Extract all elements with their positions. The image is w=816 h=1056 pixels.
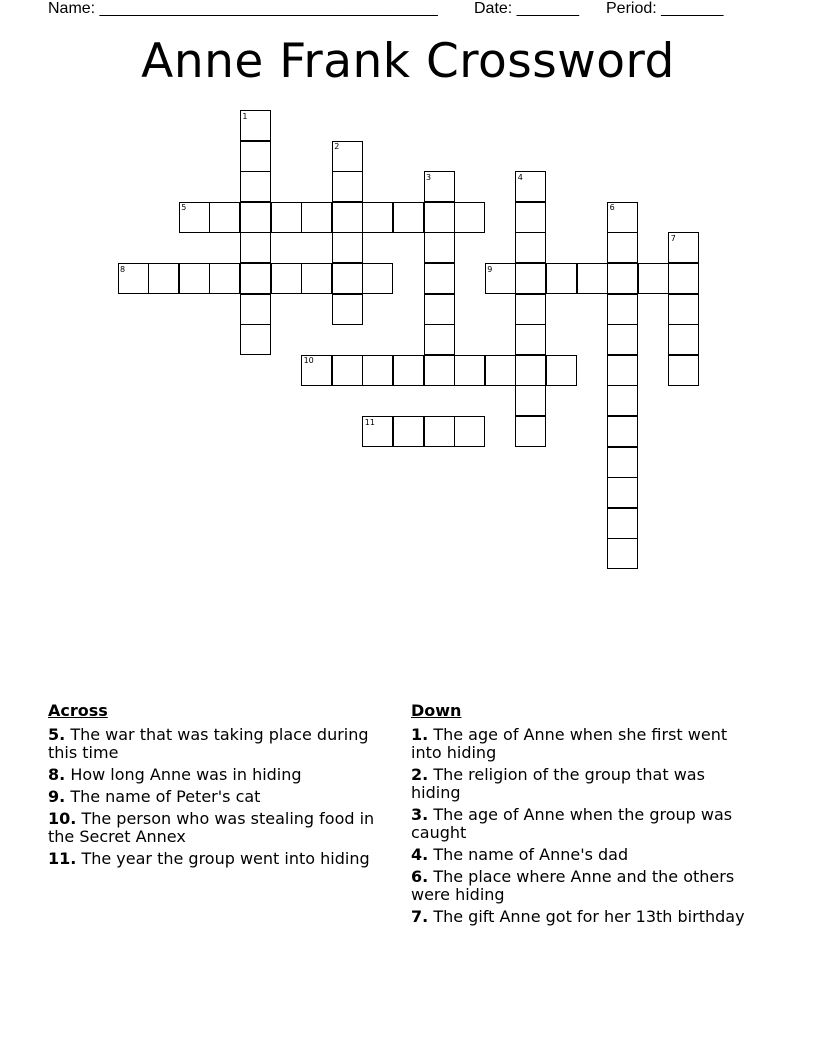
grid-cell[interactable]	[638, 263, 669, 294]
grid-cell[interactable]	[362, 202, 393, 233]
down-clue-1	[411, 726, 756, 762]
clue-text: The war that was taking place during this time	[48, 725, 369, 762]
clue-number-label: 2	[334, 142, 340, 152]
grid-cell[interactable]	[515, 294, 546, 325]
grid-cell[interactable]	[454, 202, 485, 233]
grid-cell[interactable]	[515, 385, 546, 416]
down-clue-6	[411, 868, 756, 904]
clue-text: The age of Anne when she first went into hiding	[411, 725, 728, 762]
grid-cell[interactable]	[240, 324, 271, 355]
clue-number-label: 3	[426, 172, 432, 182]
clue-number-label: 1	[242, 111, 248, 121]
grid-cell[interactable]	[546, 355, 577, 386]
grid-cell[interactable]	[485, 355, 516, 386]
grid-cell[interactable]	[332, 263, 363, 294]
clue-number: 7.	[411, 907, 429, 926]
grid-cell[interactable]	[332, 202, 363, 233]
clue-text: The name of Peter's cat	[70, 787, 261, 806]
grid-cell[interactable]	[454, 416, 485, 447]
grid-cell[interactable]	[332, 232, 363, 263]
grid-cell[interactable]	[179, 263, 210, 294]
clue-number-label: 11	[364, 417, 375, 427]
grid-cell[interactable]	[668, 294, 699, 325]
clue-text: The place where Anne and the others were hiding	[411, 867, 735, 904]
grid-cell[interactable]	[607, 508, 638, 539]
grid-cell[interactable]	[515, 416, 546, 447]
down-clue-2	[411, 766, 756, 802]
clue-number: 2.	[411, 765, 429, 784]
grid-cell[interactable]	[515, 202, 546, 233]
grid-cell[interactable]	[301, 263, 332, 294]
grid-cell[interactable]	[240, 141, 271, 172]
across-clue-5	[48, 726, 393, 762]
grid-cell[interactable]	[424, 294, 455, 325]
grid-cell[interactable]	[607, 324, 638, 355]
grid-cell[interactable]	[668, 355, 699, 386]
down-clue-4	[411, 846, 756, 864]
grid-cell[interactable]	[240, 202, 271, 233]
grid-cell[interactable]	[393, 202, 424, 233]
grid-cell[interactable]	[240, 171, 271, 202]
clue-number: 11.	[48, 849, 77, 868]
clue-number: 4.	[411, 845, 429, 864]
grid-cell[interactable]	[332, 171, 363, 202]
clue-text: The age of Anne when the group was caught	[411, 805, 733, 842]
clue-number: 8.	[48, 765, 66, 784]
clue-number: 5.	[48, 725, 66, 744]
clue-number-label: 5	[181, 203, 187, 213]
clue-number: 9.	[48, 787, 66, 806]
grid-cell[interactable]	[607, 538, 638, 569]
grid-cell[interactable]	[515, 232, 546, 263]
clue-number-label: 10	[303, 356, 314, 366]
grid-cell[interactable]	[240, 263, 271, 294]
grid-cell[interactable]	[271, 202, 302, 233]
grid-cell[interactable]	[301, 202, 332, 233]
clue-number-label: 7	[670, 233, 676, 243]
grid-cell[interactable]	[515, 355, 546, 386]
clue-number-label: 4	[517, 172, 523, 182]
grid-cell[interactable]	[607, 263, 638, 294]
grid-cell[interactable]	[424, 355, 455, 386]
grid-cell[interactable]	[424, 416, 455, 447]
grid-cell[interactable]	[332, 355, 363, 386]
grid-cell[interactable]	[362, 263, 393, 294]
grid-cell[interactable]	[607, 447, 638, 478]
grid-cell[interactable]	[607, 355, 638, 386]
clue-text: The name of Anne's dad	[433, 845, 629, 864]
down-heading: Down	[411, 701, 462, 720]
grid-cell[interactable]	[209, 202, 240, 233]
grid-cell[interactable]	[148, 263, 179, 294]
grid-cell[interactable]	[424, 263, 455, 294]
period-field-label: Period: _______	[606, 0, 724, 17]
across-clue-9	[48, 788, 393, 806]
across-clue-8	[48, 766, 393, 784]
clue-number: 10.	[48, 809, 77, 828]
clue-number-label: 9	[487, 264, 493, 274]
across-clue-10	[48, 810, 393, 846]
down-clue-3	[411, 806, 756, 842]
clue-text: The year the group went into hiding	[81, 849, 370, 868]
grid-cell[interactable]	[515, 263, 546, 294]
clue-number-label: 6	[609, 203, 615, 213]
clue-number: 6.	[411, 867, 429, 886]
clue-text: The person who was stealing food in the Secret Annex	[48, 809, 375, 846]
across-heading: Across	[48, 701, 108, 720]
grid-cell[interactable]	[271, 263, 302, 294]
grid-cell[interactable]	[424, 232, 455, 263]
grid-cell[interactable]	[424, 324, 455, 355]
date-field-label: Date: _______	[474, 0, 579, 17]
grid-cell[interactable]	[668, 324, 699, 355]
grid-cell[interactable]	[546, 263, 577, 294]
grid-cell[interactable]	[668, 263, 699, 294]
grid-cell[interactable]	[607, 477, 638, 508]
grid-cell[interactable]	[577, 263, 608, 294]
clue-number: 3.	[411, 805, 429, 824]
clue-text: The gift Anne got for her 13th birthday	[433, 907, 745, 926]
clue-text: The religion of the group that was hiding	[411, 765, 705, 802]
grid-cell[interactable]	[393, 355, 424, 386]
grid-cell[interactable]	[607, 385, 638, 416]
clue-number-label: 8	[120, 264, 126, 274]
across-clue-11	[48, 850, 393, 868]
grid-cell[interactable]	[332, 294, 363, 325]
across-clues	[48, 702, 393, 872]
grid-cell[interactable]	[515, 324, 546, 355]
grid-cell[interactable]	[209, 263, 240, 294]
grid-cell[interactable]	[393, 416, 424, 447]
grid-cell[interactable]	[424, 202, 455, 233]
grid-cell[interactable]	[454, 355, 485, 386]
down-clues	[411, 702, 756, 930]
grid-cell[interactable]	[240, 232, 271, 263]
page-title: Anne Frank Crossword	[141, 34, 675, 89]
clue-number: 1.	[411, 725, 429, 744]
grid-cell[interactable]	[240, 294, 271, 325]
grid-cell[interactable]	[607, 294, 638, 325]
grid-cell[interactable]	[362, 355, 393, 386]
grid-cell[interactable]	[607, 232, 638, 263]
down-clue-7	[411, 908, 756, 926]
clue-text: How long Anne was in hiding	[70, 765, 302, 784]
grid-cell[interactable]	[607, 416, 638, 447]
name-field-label: Name: ______________________________________	[48, 0, 438, 17]
